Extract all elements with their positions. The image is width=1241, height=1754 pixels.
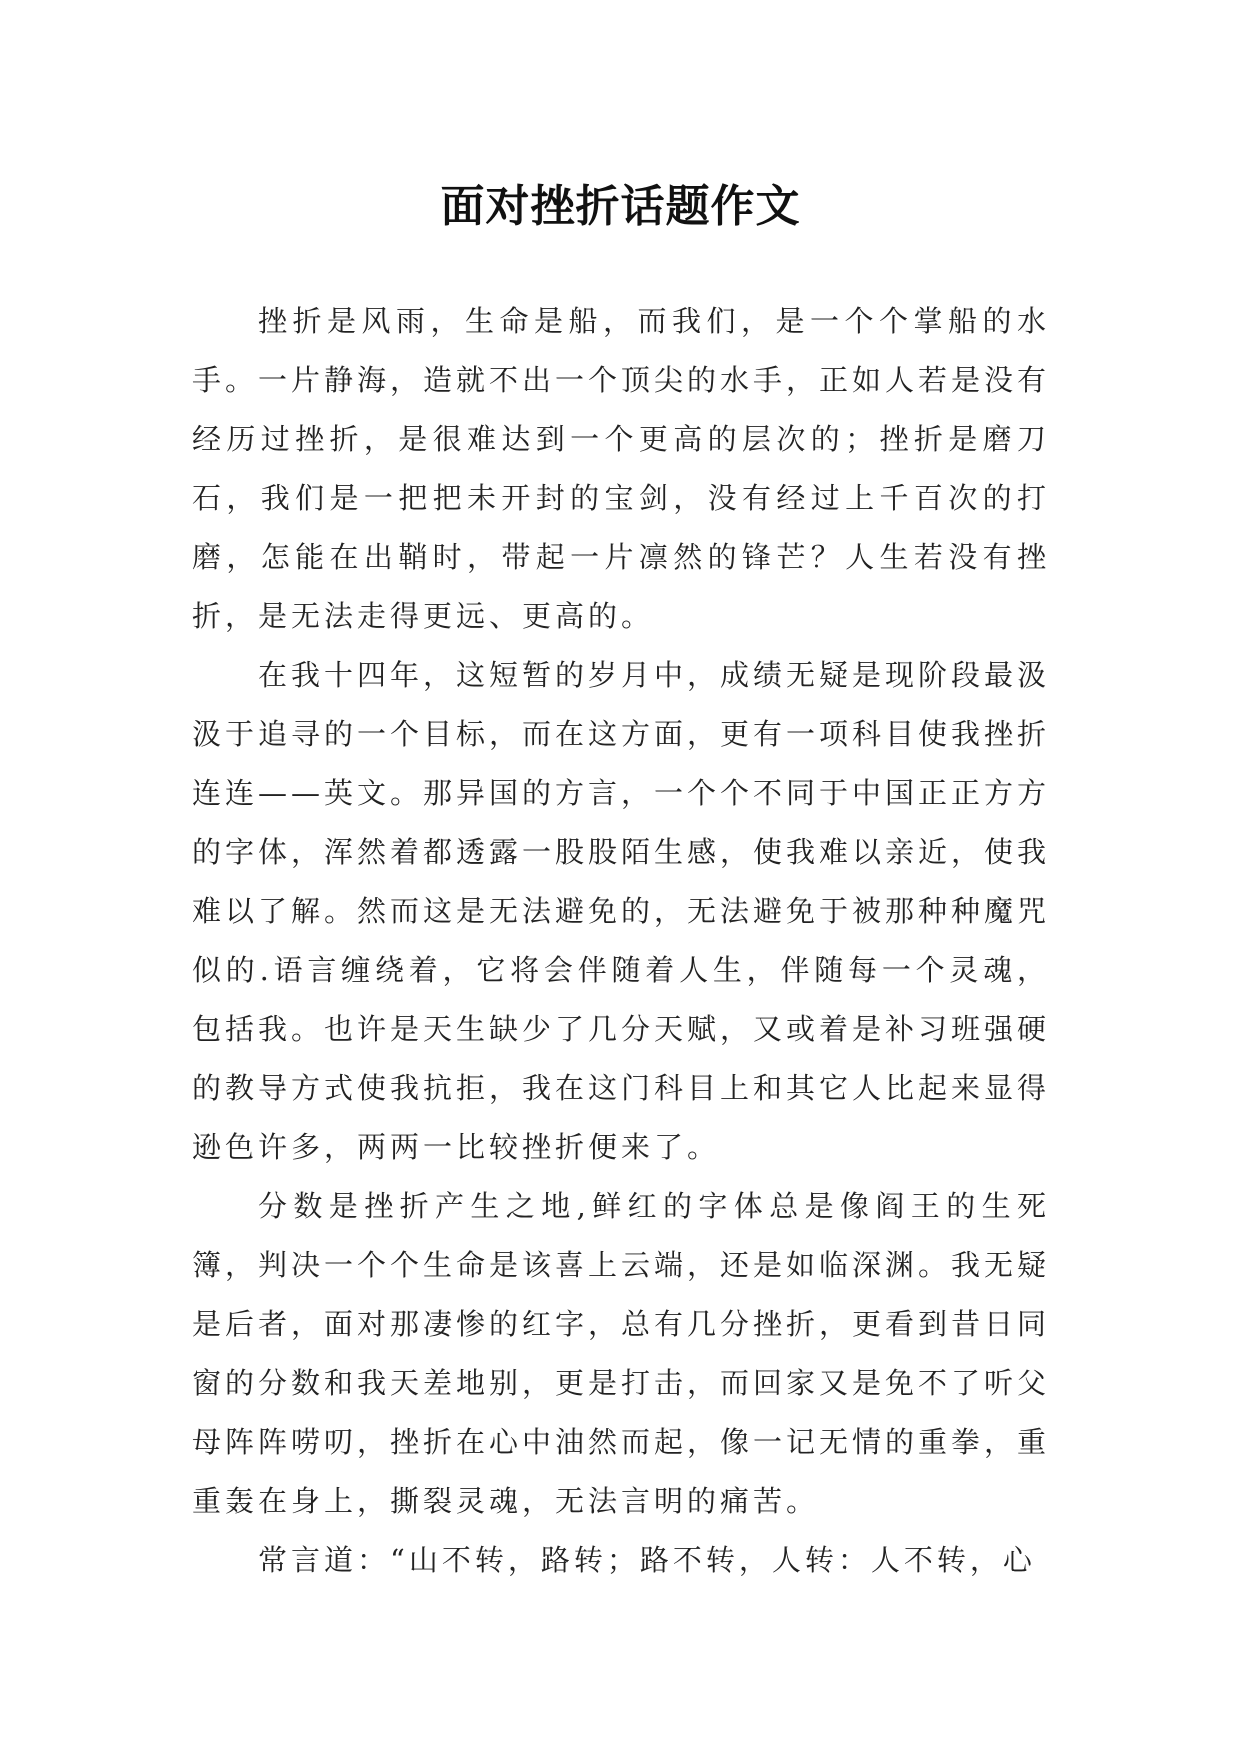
paragraph-4: 常言道：“山不转，路转；路不转，人转：人不转，心 <box>258 1543 1036 1577</box>
document-body <box>192 292 1050 1590</box>
paragraph-2: 在我十四年，这短暂的岁月中，成绩无疑是现阶段最汲汲于追寻的一个目标，而在这方面，更有一项科目使我挫折连连——英文。那异国的方言，一个个不同于中国正正方方的字体，浑然着都透露一股股陌生感，使我难以亲近，使我难以了解。然而这是无法避免的，无法避免于被那种种魔咒似的.语言缠绕着，它将会伴随着人生，伴随每一个灵魂，包括我。也许是天生缺少了几分天赋，又或着是补习班强硬的教导方式使我抗拒，我在这门科目上和其它人比起来显得逊色许多，两两一比较挫折便来了。 <box>192 658 1051 1164</box>
paragraph-1: 挫折是风雨，生命是船，而我们，是一个个掌船的水手。一片静海，造就不出一个顶尖的水手，正如人若是没有经历过挫折，是很难达到一个更高的层次的；挫折是磨刀石，我们是一把把未开封的宝剑，没有经过上千百次的打磨，怎能在出鞘时，带起一片凛然的锋芒？人生若没有挫折，是无法走得更远、更高的。 <box>192 304 1051 633</box>
paragraph-3: 分数是挫折产生之地,鲜红的字体总是像阎王的生死簿，判决一个个生命是该喜上云端，还是如临深渊。我无疑是后者，面对那凄惨的红字，总有几分挫折，更看到昔日同窗的分数和我天差地别，更是打击，而回家又是免不了听父母阵阵唠叨，挫折在心中油然而起，像一记无情的重拳，重重轰在身上，撕裂灵魂，无法言明的痛苦。 <box>192 1189 1051 1518</box>
document-title: 面对挫折话题作文 <box>440 181 801 233</box>
